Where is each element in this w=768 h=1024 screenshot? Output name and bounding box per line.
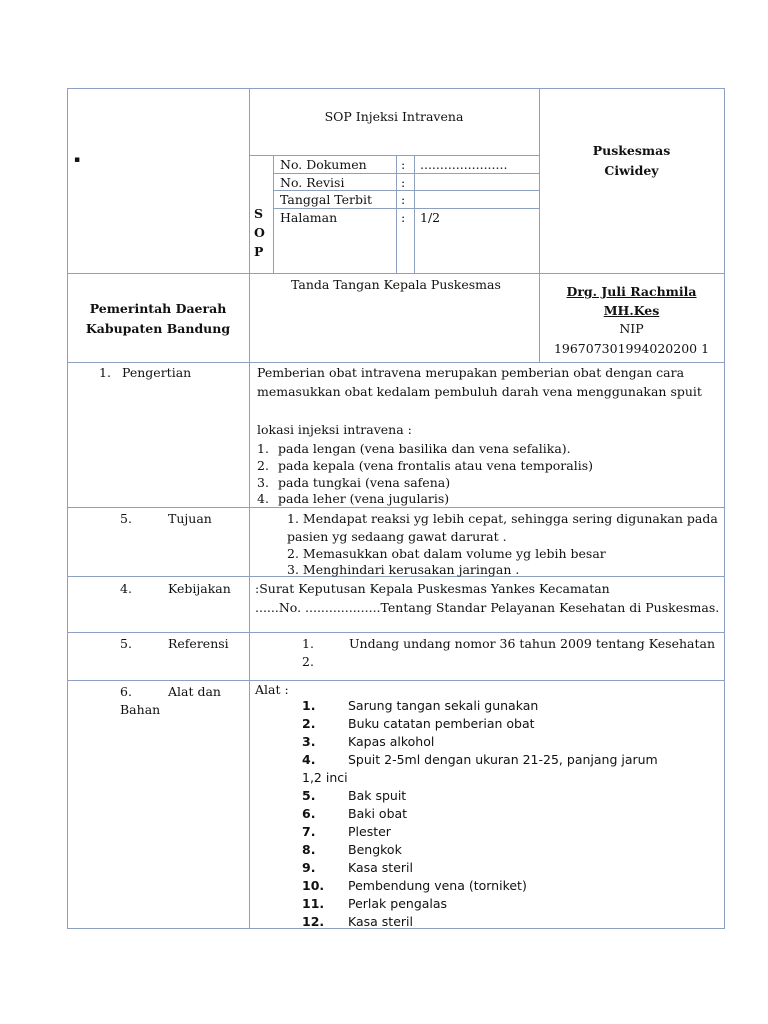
equipment-row: [302, 805, 407, 822]
equipment-number: 10.: [302, 878, 325, 893]
field-value-halaman: 1/2: [420, 210, 441, 225]
signature-label: Tanda Tangan Kepala Puskesmas: [291, 277, 501, 292]
pengertian-text-line2: memasukkan obat kedalam pembuluh darah vena menggunakan spuit: [257, 384, 702, 399]
equipment-item: Pembendung vena (torniket): [348, 878, 527, 893]
location-item: pada tungkai (vena safena): [278, 475, 451, 490]
location-number: 3.: [257, 475, 269, 490]
section-label-pengertian: Pengertian: [122, 365, 192, 380]
section-number: 1.: [99, 365, 111, 380]
equipment-row: [302, 859, 413, 876]
equipment-item: Buku catatan pemberian obat: [348, 716, 535, 731]
equipment-item: Kasa steril: [348, 914, 413, 929]
equipment-number: 9.: [302, 860, 316, 875]
field-label-dokumen: No. Dokumen: [280, 157, 367, 172]
section-number: 6.: [120, 684, 132, 699]
sop-letter-s: S: [254, 206, 264, 221]
field-sep: :: [401, 210, 406, 225]
field-sep: :: [401, 192, 406, 207]
equipment-row: [302, 715, 535, 732]
tujuan-line4: 3. Menghindari kerusakan jaringan .: [287, 562, 520, 577]
field-label-revisi: No. Revisi: [280, 175, 345, 190]
equipment-number: 5.: [302, 788, 316, 803]
equipment-row: [302, 787, 406, 804]
nip-value: 196707301994020200 1: [553, 341, 710, 356]
equipment-item-continuation: 1,2 inci: [302, 770, 348, 785]
location-title: lokasi injeksi intravena :: [257, 422, 412, 437]
section-number: 4.: [120, 581, 132, 596]
location-item: pada kepala (vena frontalis atau vena temporalis): [278, 458, 593, 473]
equipment-row: [302, 895, 447, 912]
equipment-item: Kasa steril: [348, 860, 413, 875]
equipment-row: [302, 823, 391, 840]
equipment-item: Perlak pengalas: [348, 896, 448, 911]
section-label-kebijakan: Kebijakan: [168, 581, 231, 596]
equipment-number: 6.: [302, 806, 316, 821]
section-label-referensi: Referensi: [168, 636, 229, 651]
section-label-alat: Alat dan: [168, 684, 221, 699]
field-label-tanggal: Tanggal Terbit: [280, 192, 373, 207]
equipment-number: 12.: [302, 914, 325, 929]
alat-title: Alat :: [255, 682, 289, 697]
field-label-halaman: Halaman: [280, 210, 338, 225]
reference-number: 2.: [302, 654, 314, 669]
equipment-number: 3.: [302, 734, 316, 749]
bullet-mark: ▪: [74, 155, 81, 165]
equipment-number: 4.: [302, 752, 316, 767]
equipment-item: Bak spuit: [348, 788, 407, 803]
equipment-row: [302, 913, 413, 930]
equipment-number: 8.: [302, 842, 316, 857]
equipment-row: [302, 697, 538, 714]
sop-letter-p: P: [254, 244, 264, 259]
equipment-row: [302, 751, 658, 768]
location-number: 4.: [257, 491, 269, 506]
equipment-item: Plester: [348, 824, 391, 839]
tujuan-line1: 1. Mendapat reaksi yg lebih cepat, sehingga sering digunakan pada: [287, 511, 718, 526]
gov-line2: Kabupaten Bandung: [85, 321, 231, 336]
equipment-number: 2.: [302, 716, 316, 731]
gov-line1: Pemerintah Daerah: [89, 301, 227, 316]
location-number: 2.: [257, 458, 269, 473]
org-name-line1: Puskesmas: [592, 143, 671, 158]
tujuan-line2: pasien yg sedaang gawat darurat .: [287, 529, 507, 544]
kebijakan-line2: ......No. ...................Tentang Standar Pelayanan Kesehatan di Puskesmas.: [255, 600, 720, 615]
equipment-item: Spuit 2-5ml dengan ukuran 21-25, panjang jarum: [348, 752, 658, 767]
kebijakan-line1: :Surat Keputusan Kepala Puskesmas Yankes Kecamatan: [255, 581, 610, 596]
section-label-bahan: Bahan: [120, 702, 161, 717]
equipment-item: Bengkok: [348, 842, 402, 857]
sop-title: SOP Injeksi Intravena: [324, 109, 464, 124]
nip-label: NIP: [619, 321, 644, 336]
pengertian-text-line1: Pemberian obat intravena merupakan pemberian obat dengan cara: [257, 365, 685, 380]
field-sep: :: [401, 175, 406, 190]
head-name-line2: MH.Kes: [603, 303, 660, 318]
equipment-number: 7.: [302, 824, 316, 839]
reference-number: 1.: [302, 636, 314, 651]
reference-item: Undang undang nomor 36 tahun 2009 tentang Kesehatan: [349, 636, 716, 651]
head-name-line1: Drg. Juli Rachmila: [566, 284, 697, 299]
section-label-tujuan: Tujuan: [168, 511, 212, 526]
field-value-dokumen: ......................: [420, 157, 508, 172]
equipment-row: [302, 733, 434, 750]
tujuan-line3: 2. Memasukkan obat dalam volume yg lebih besar: [287, 546, 606, 561]
equipment-number: 11.: [302, 896, 325, 911]
location-number: 1.: [257, 441, 269, 456]
equipment-row: [302, 841, 402, 858]
sop-letter-o: O: [254, 225, 265, 240]
section-number: 5.: [120, 636, 132, 651]
equipment-number: 1.: [302, 698, 316, 713]
equipment-row: [302, 877, 527, 894]
location-item: pada leher (vena jugularis): [278, 491, 450, 506]
org-name-line2: Ciwidey: [604, 163, 659, 178]
location-item: pada lengan (vena basilika dan vena sefalika).: [278, 441, 571, 456]
equipment-item: Sarung tangan sekali gunakan: [348, 698, 539, 713]
section-number: 5.: [120, 511, 132, 526]
equipment-item: Kapas alkohol: [348, 734, 435, 749]
field-sep: :: [401, 157, 406, 172]
equipment-item: Baki obat: [348, 806, 408, 821]
